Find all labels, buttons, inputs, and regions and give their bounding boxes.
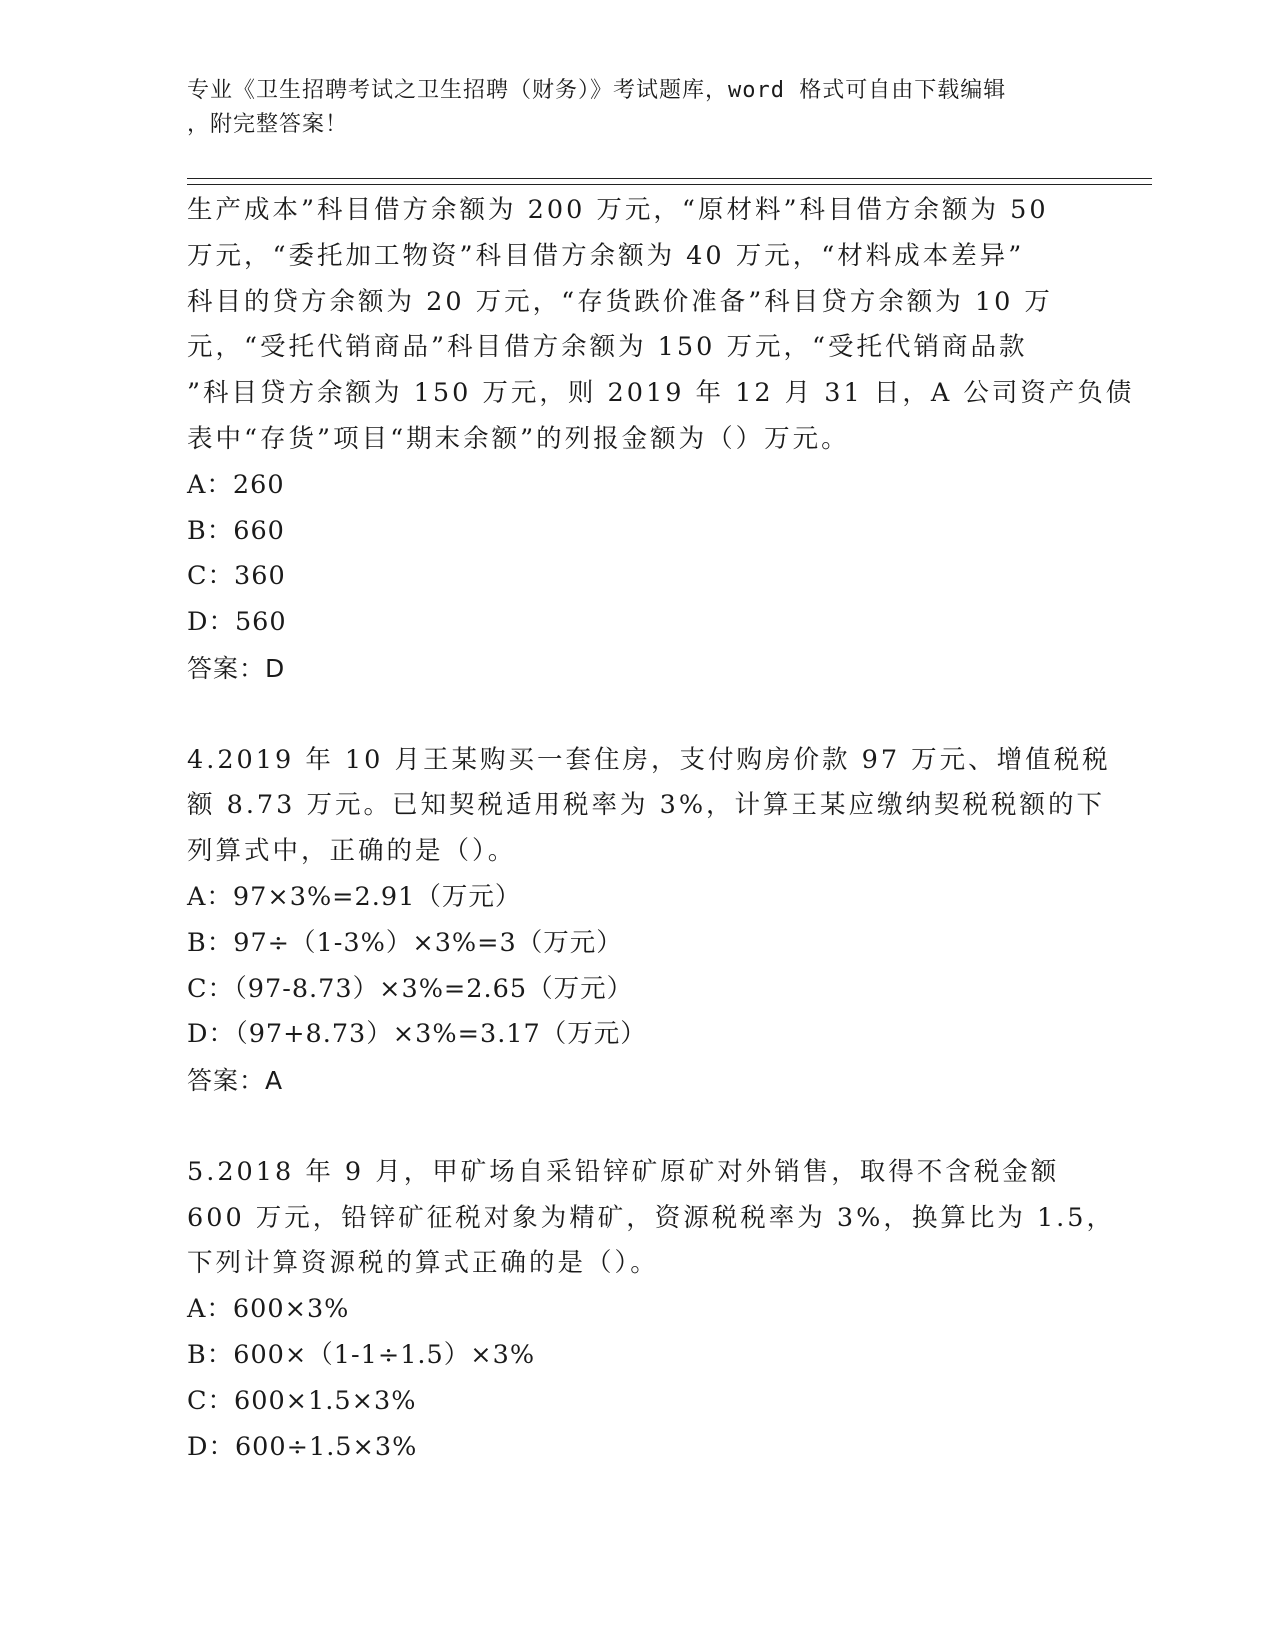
question-3-answer: 答案：D <box>187 653 286 683</box>
header-line-2: ，附完整答案！ <box>187 112 349 137</box>
question-4-option-b: B：97÷（1-3%）×3%=3（万元） <box>187 927 623 958</box>
header-divider-bottom <box>187 184 1152 185</box>
question-4-option-d: D：（97+8.73）×3%=3.17（万元） <box>187 1019 647 1050</box>
question-3-line: 表中“存货”项目“期末余额”的列报金额为（）万元。 <box>187 423 850 454</box>
question-3-option-d: D：560 <box>187 607 287 638</box>
question-4 <box>187 738 1111 1104</box>
question-4-option-a: A：97×3%=2.91（万元） <box>187 881 522 912</box>
question-3 <box>187 188 1135 692</box>
question-3-option-a: A：260 <box>187 469 285 500</box>
question-5-stem <box>187 1150 1115 1287</box>
question-3-stem <box>187 188 1135 463</box>
question-4-line: 4.2019 年 10 月王某购买一套住房，支付购房价款 97 万元、增值税税 <box>187 744 1111 775</box>
header-divider-top <box>187 178 1152 179</box>
header-line-1: 专业《卫生招聘考试之卫生招聘（财务）》考试题库，word 格式可自由下载编辑 <box>187 78 1007 103</box>
spacer <box>187 1104 1087 1150</box>
question-5-option-c: C：600×1.5×3% <box>187 1385 417 1416</box>
question-3-line: 万元，“委托加工物资”科目借方余额为 40 万元，“材料成本差异” <box>187 240 1025 271</box>
document-body <box>187 188 1135 1470</box>
spacer <box>187 692 1087 738</box>
question-4-line: 列算式中，正确的是（）。 <box>187 836 517 867</box>
question-3-option-b: B：660 <box>187 515 285 546</box>
question-5-option-d: D：600÷1.5×3% <box>187 1431 418 1462</box>
question-4-option-c: C：（97-8.73）×3%=2.65（万元） <box>187 973 634 1004</box>
question-3-line: 生产成本”科目借方余额为 200 万元，“原材料”科目借方余额为 50 <box>187 195 1049 225</box>
question-4-stem <box>187 738 1111 875</box>
question-3-option-c: C：360 <box>187 561 286 592</box>
question-5-option-b: B：600×（1-1÷1.5）×3% <box>187 1339 536 1370</box>
question-5-line: 下列计算资源税的算式正确的是（）。 <box>187 1248 659 1279</box>
document-header <box>187 74 1067 142</box>
question-3-line: ”科目贷方余额为 150 万元，则 2019 年 12 月 31 日，A 公司资产负债 <box>187 378 1135 409</box>
question-4-line: 额 8.73 万元。已知契税适用税率为 3%，计算王某应缴纳契税税额的下 <box>187 790 1106 821</box>
question-3-line: 科目的贷方余额为 20 万元，“存货跌价准备”科目贷方余额为 10 万 <box>187 286 1053 317</box>
question-5-line: 600 万元，铅锌矿征税对象为精矿，资源税税率为 3%，换算比为 1.5， <box>187 1202 1115 1233</box>
question-5 <box>187 1150 1115 1471</box>
question-3-line: 元，“受托代销商品”科目借方余额为 150 万元，“受托代销商品款 <box>187 332 1028 363</box>
question-4-answer: 答案：A <box>187 1066 284 1096</box>
question-5-line: 5.2018 年 9 月，甲矿场自采铅锌矿原矿对外销售，取得不含税金额 <box>187 1156 1060 1187</box>
question-5-option-a: A：600×3% <box>187 1294 350 1325</box>
